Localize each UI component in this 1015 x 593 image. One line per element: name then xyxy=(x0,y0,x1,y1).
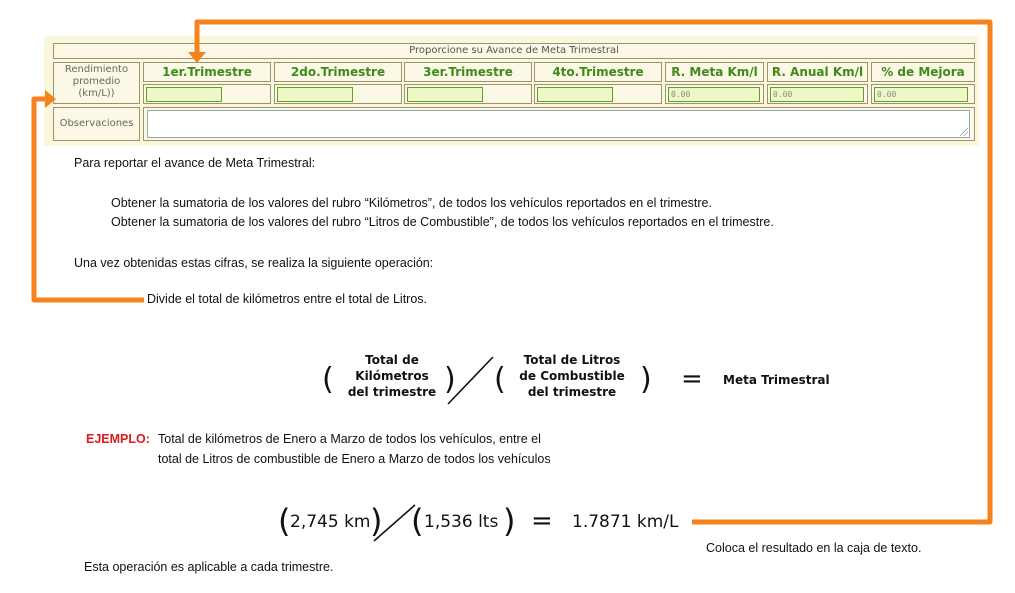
paren-close-right: ) xyxy=(640,362,652,397)
header-r-anual: R. Anual Km/l xyxy=(767,62,868,82)
numerator-line-2: Kilómetros xyxy=(355,369,429,383)
paren-open-left: ( xyxy=(322,362,334,397)
header-2do-trimestre: 2do.Trimestre xyxy=(274,62,402,82)
cell-2do-trimestre xyxy=(274,84,402,104)
formula-result: Meta Trimestral xyxy=(723,373,830,387)
header-3er-trimestre: 3er.Trimestre xyxy=(404,62,532,82)
cell-r-anual xyxy=(767,84,868,104)
header-4to-trimestre: 4to.Trimestre xyxy=(534,62,662,82)
step-2-text: Obtener la sumatoria de los valores del rubro “Litros de Combustible”, de todos los vehículos reportados en el trimestre. xyxy=(111,215,774,229)
example-paren-open-right: ( xyxy=(411,502,424,540)
ejemplo-label: EJEMPLO: xyxy=(86,432,150,446)
row-label-rendimiento: Rendimiento promedio (km/L)) xyxy=(53,62,140,104)
input-2do-trimestre[interactable] xyxy=(277,87,353,102)
ejemplo-line-2: total de Litros de combustible de Enero a Marzo de todos los vehículos xyxy=(158,452,551,466)
operation-intro-text: Una vez obtenidas estas cifras, se realiza la siguiente operación: xyxy=(74,256,434,270)
input-mejora[interactable]: 0.00 xyxy=(874,87,968,102)
example-paren-close-right: ) xyxy=(503,502,516,540)
cell-3er-trimestre xyxy=(404,84,532,104)
denominator-line-1: Total de Litros xyxy=(523,353,621,367)
observaciones-textarea[interactable] xyxy=(147,110,970,138)
intro-text: Para reportar el avance de Meta Trimestral: xyxy=(74,156,316,170)
result-note: Coloca el resultado en la caja de texto. xyxy=(706,541,922,555)
header-1er-trimestre: 1er.Trimestre xyxy=(143,62,271,82)
example-equals-sign: = xyxy=(531,506,553,536)
paren-close-left: ) xyxy=(444,362,456,397)
example-lts: 1,536 lts xyxy=(424,512,499,532)
divide-text: Divide el total de kilómetros entre el total de Litros. xyxy=(147,292,427,306)
input-4to-trimestre[interactable] xyxy=(537,87,613,102)
formula-numerator xyxy=(336,352,448,400)
input-r-meta[interactable]: 0.00 xyxy=(668,87,760,102)
example-paren-open-left: ( xyxy=(278,502,291,540)
input-r-anual[interactable]: 0.00 xyxy=(770,87,864,102)
paren-open-right: ( xyxy=(494,362,506,397)
numerator-line-1: Total de xyxy=(365,353,419,367)
header-mejora: % de Mejora xyxy=(871,62,975,82)
observaciones-label: Observaciones xyxy=(53,107,140,141)
form-title: Proporcione su Avance de Meta Trimestral xyxy=(53,43,975,59)
cell-1er-trimestre xyxy=(143,84,271,104)
formula-denominator xyxy=(508,352,636,400)
cell-r-meta xyxy=(665,84,764,104)
example-paren-close-left: ) xyxy=(370,502,383,540)
cell-mejora xyxy=(871,84,975,104)
observaciones-cell xyxy=(143,107,975,141)
ejemplo-line-1: Total de kilómetros de Enero a Marzo de todos los vehículos, entre el xyxy=(158,432,541,446)
input-3er-trimestre[interactable] xyxy=(407,87,483,102)
denominator-line-3: del trimestre xyxy=(527,385,617,399)
example-result: 1.7871 km/L xyxy=(572,512,679,532)
header-r-meta: R. Meta Km/l xyxy=(665,62,764,82)
numerator-line-3: del trimestre xyxy=(347,385,437,399)
denominator-line-2: de Combustible xyxy=(519,369,625,383)
meta-trimestral-form xyxy=(44,36,979,146)
step-1-text: Obtener la sumatoria de los valores del rubro “Kilómetros”, de todos los vehículos reportados en el trimestre. xyxy=(111,196,712,210)
applicable-note: Esta operación es aplicable a cada trimestre. xyxy=(84,560,334,574)
cell-4to-trimestre xyxy=(534,84,662,104)
equals-sign: = xyxy=(681,364,703,394)
input-1er-trimestre[interactable] xyxy=(146,87,222,102)
example-km: 2,745 km xyxy=(290,512,371,532)
division-slash-icon xyxy=(446,354,496,406)
resize-grip-icon[interactable] xyxy=(960,128,968,136)
